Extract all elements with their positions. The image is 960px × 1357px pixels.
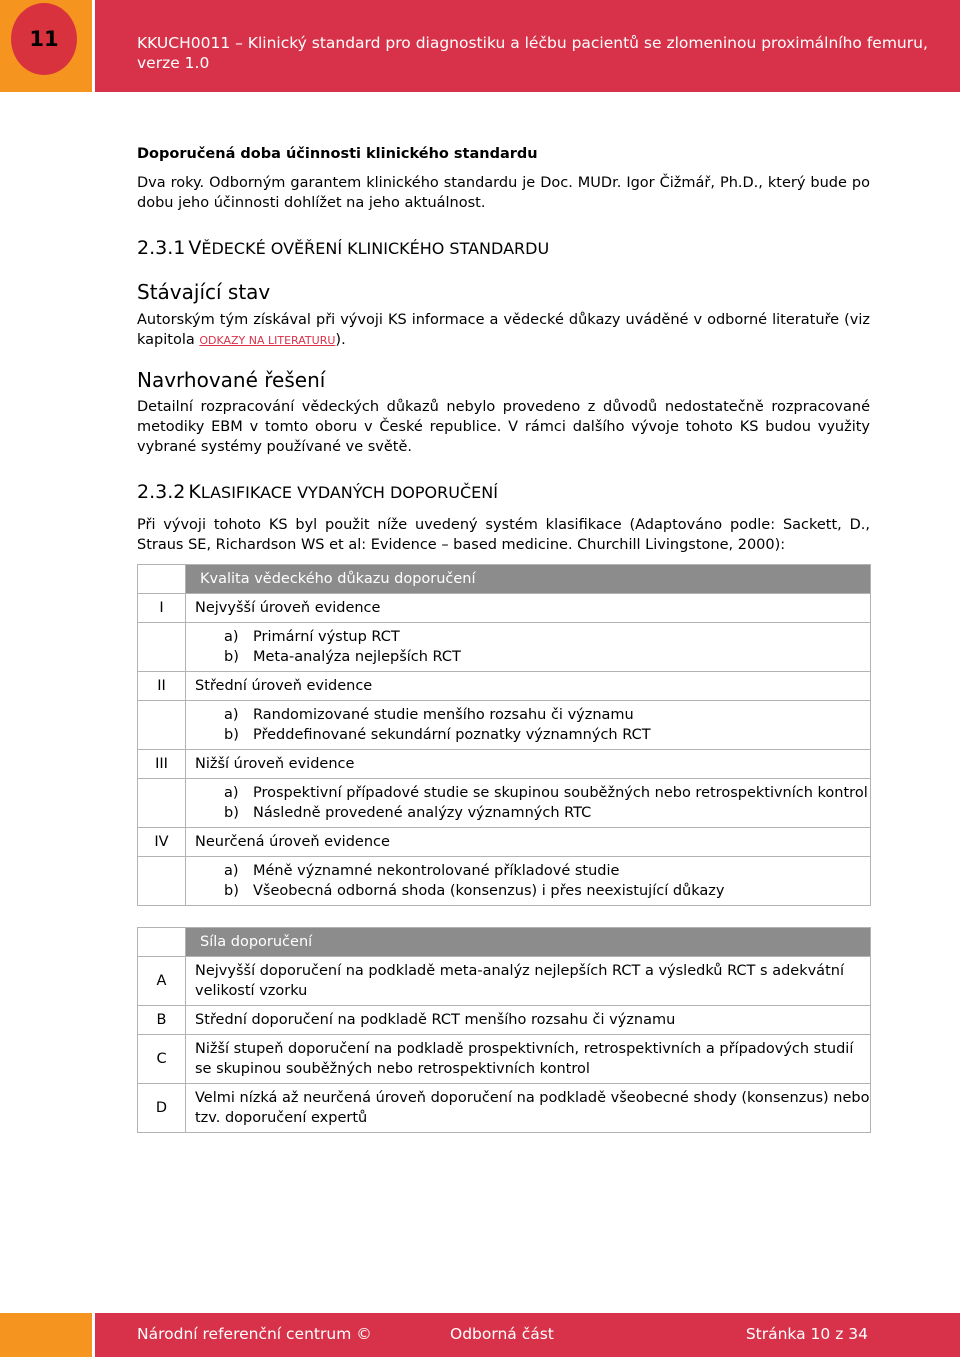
footer-center-text: Odborná část: [450, 1325, 554, 1343]
section-number: 2.3.1: [137, 237, 186, 259]
list-item: b) Meta-analýza nejlepších RCT: [224, 649, 461, 665]
section-title-initial: V: [188, 237, 202, 259]
list-item: a) Primární výstup RCT: [224, 629, 400, 645]
page-header: [0, 0, 960, 92]
strength-table-header: Síla doporučení: [186, 928, 871, 957]
evidence-level-label: Střední úroveň evidence: [186, 672, 871, 701]
validity-heading: Doporučená doba účinnosti klinického standardu: [137, 146, 538, 162]
evidence-level-num: III: [138, 750, 186, 779]
current-state-text: [137, 310, 870, 351]
strength-description: Nejvyšší doporučení na podkladě meta-analýz nejlepších RCT a výsledků RCT s adekvátní velikostí vzorku: [186, 957, 871, 1006]
section-title-rest: ĚDECKÉ OVĚŘENÍ KLINICKÉHO STANDARDU: [201, 239, 550, 258]
evidence-level-label: Nejvyšší úroveň evidence: [186, 594, 871, 623]
validity-text: Dva roky. Odborným garantem klinického standardu je Doc. MUDr. Igor Čižmář, Ph.D., který bude po dobu jeho účinnosti dohlížet na jeho aktuálnost.: [137, 175, 870, 211]
proposed-solution-heading: Navrhované řešení: [137, 368, 326, 392]
evidence-level-items: [186, 779, 871, 828]
document-title: KKUCH0011 – Klinický standard pro diagnostiku a léčbu pacientů se zlomeninou proximálního femuru, verze 1.0: [137, 34, 928, 72]
section-title-initial: K: [188, 481, 201, 503]
list-item: a) Méně významné nekontrolované příkladové studie: [224, 863, 620, 879]
evidence-level-items: [186, 701, 871, 750]
list-item: b) Všeobecná odborná shoda (konsenzus) i přes neexistující důkazy: [224, 883, 725, 899]
evidence-level-num: I: [138, 594, 186, 623]
section-title-rest: LASIFIKACE VYDANÝCH DOPORUČENÍ: [200, 483, 498, 502]
page-number-badge: 11: [11, 3, 77, 75]
list-item: a) Prospektivní případové studie se skupinou souběžných nebo retrospektivních kontrol: [224, 785, 868, 801]
strength-description: Nižší stupeň doporučení na podkladě prospektivních, retrospektivních a případových studií se skupinou souběžných nebo retrospektivních kontrol: [186, 1035, 871, 1084]
current-text-after: ).: [335, 332, 346, 348]
evidence-level-num: IV: [138, 828, 186, 857]
current-state-heading: Stávající stav: [137, 280, 271, 304]
section-number: 2.3.2: [137, 481, 186, 503]
page-footer: [0, 1313, 960, 1357]
strength-grade: B: [138, 1006, 186, 1035]
evidence-quality-table: [137, 564, 871, 906]
recommendation-strength-table: [137, 927, 871, 1133]
list-item: a) Randomizované studie menšího rozsahu či významu: [224, 707, 634, 723]
section-2-3-2-heading: [137, 480, 498, 505]
strength-grade: C: [138, 1035, 186, 1084]
footer-left-text: Národní referenční centrum ©: [137, 1325, 372, 1343]
evidence-level-items: [186, 857, 871, 906]
strength-grade: D: [138, 1084, 186, 1133]
strength-grade: A: [138, 957, 186, 1006]
evidence-level-num: II: [138, 672, 186, 701]
footer-page-count: Stránka 10 z 34: [745, 1325, 868, 1343]
evidence-table-header: Kvalita vědeckého důkazu doporučení: [186, 565, 871, 594]
list-item: b) Předdefinované sekundární poznatky významných RCT: [224, 727, 651, 743]
evidence-level-label: Nižší úroveň evidence: [186, 750, 871, 779]
section-2-3-1-heading: [137, 236, 549, 261]
evidence-level-label: Neurčená úroveň evidence: [186, 828, 871, 857]
list-item: b) Následně provedené analýzy významných RTC: [224, 805, 592, 821]
evidence-level-items: [186, 623, 871, 672]
footer-orange-block: [0, 1313, 92, 1357]
proposed-solution-text: Detailní rozpracování vědeckých důkazů nebylo provedeno z důvodů nedostatečně rozpracované metodiky EBM v tomto oboru v České republice. V rámci dalšího vývoje tohoto KS budou využity vybrané systémy používané ve světě.: [137, 399, 870, 455]
strength-description: Velmi nízká až neurčená úroveň doporučení na podkladě všeobecné shody (konsenzus) nebo tzv. doporučení expertů: [186, 1084, 871, 1133]
classification-text: Při vývoji tohoto KS byl použit níže uvedený systém klasifikace (Adaptováno podle: Sackett, D., Straus SE, Richardson WS et al: Evidence – based medicine. Churchill Livingstone, 2000):: [137, 517, 870, 553]
strength-description: Střední doporučení na podkladě RCT menšího rozsahu či významu: [186, 1006, 871, 1035]
literature-link[interactable]: ODKAZY NA LITERATURU: [199, 334, 336, 347]
current-text-before: Autorským tým získával při vývoji KS informace a vědecké důkazy uváděné v odborné literatuře (viz kapitola: [137, 312, 870, 348]
